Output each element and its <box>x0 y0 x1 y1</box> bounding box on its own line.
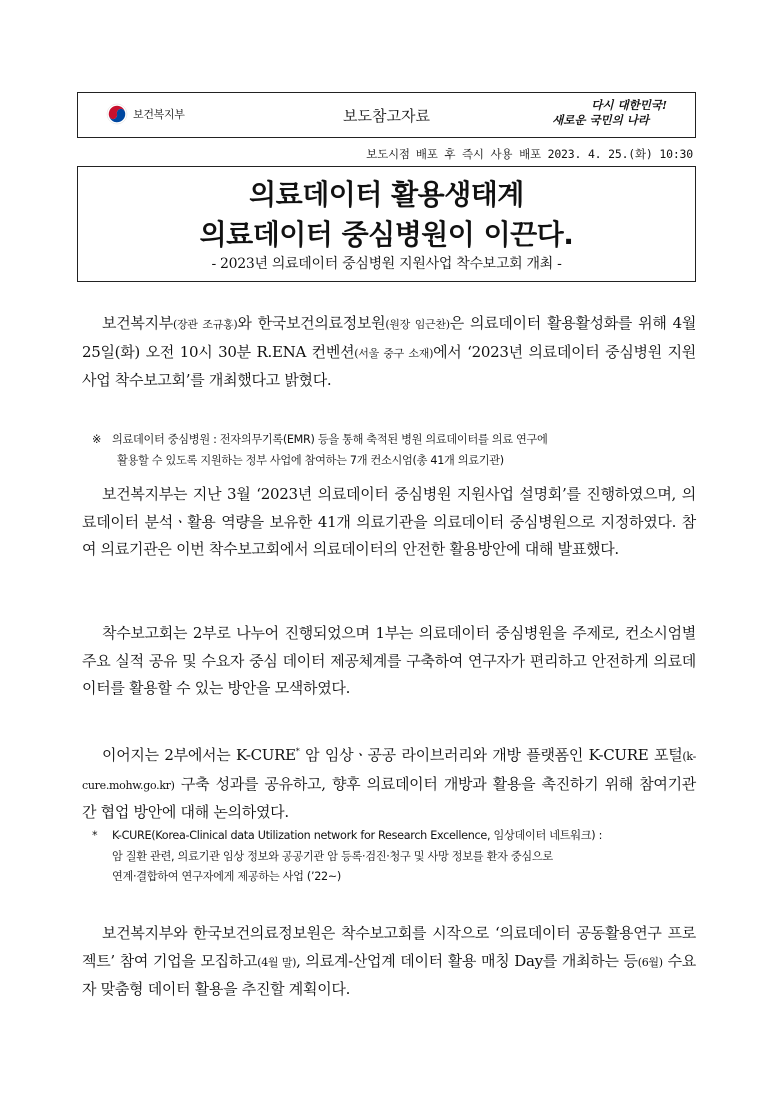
header-box <box>77 92 696 138</box>
p1-text-d: 에서 ‘2023년 의료데이터 중심병원 지원사업 착수보고회’를 개최했다고 밝혔다. <box>82 342 696 389</box>
footnote-1 <box>92 430 696 471</box>
slogan-line-1: 다시 대한민국! <box>591 98 667 112</box>
p5-text-a: 보건복지부와 한국보건의료정보원은 착수보고회를 시작으로 ‘의료데이터 공동활용연구 프로젝트’ 참여 기업을 모집하고 <box>82 924 696 970</box>
p4-text-b: 암 임상ㆍ공공 라이브러리와 개방 플랫폼인 K-CURE 포털 <box>299 746 683 764</box>
headline-line-2: 의료데이터 중심병원이 이끈다. <box>199 218 574 251</box>
p1-text-a: 보건복지부 <box>102 314 173 332</box>
p1-text-c-small: (서울 중구 소재) <box>354 346 434 360</box>
note2-line-2: 암 질환 관련, 의료기관 임상 정보와 공공기관 암 등록·검진·청구 및 사망 정보를 환자 중심으로 <box>112 849 553 863</box>
p4-text-b-small: (k-cure.mohw.go.kr) <box>82 750 696 792</box>
slogan-line-2: 새로운 국민의 나라 <box>552 113 649 127</box>
paragraph-1 <box>82 310 696 395</box>
paragraph-3 <box>82 620 696 703</box>
release-label: 보도시점 <box>366 147 410 161</box>
note1-line-2: 활용할 수 있도록 지원하는 정부 사업에 참여하는 7개 컨소시엄(총 41개 의료기관) <box>117 453 504 467</box>
paragraph-4 <box>82 738 696 827</box>
note-mark: ※ <box>92 433 102 446</box>
note2-line-1: K-CURE(Korea-Clinical data Utilization network for Research Excellence, 임상데이터 네트워크) : <box>112 829 603 842</box>
headline-box <box>77 166 696 282</box>
footnote-2 <box>92 826 696 888</box>
p5-text-a-small: (4월 말) <box>257 955 297 969</box>
p5-text-b: , 의료계-산업계 데이터 활용 매칭 Day를 개최하는 등 <box>296 951 638 970</box>
p5-text-c: 수요자 맞춤형 데이터 활용을 추진할 계획이다. <box>82 951 696 998</box>
headline-line-1: 의료데이터 활용생태계 <box>249 178 524 211</box>
paragraph-5 <box>82 920 696 1004</box>
p1-text-a-small: (장관 조규홍) <box>172 318 238 331</box>
p1-text-b-small: (원장 임근찬) <box>385 318 450 331</box>
p4-sup: * <box>295 747 300 756</box>
note-mark: * <box>92 829 98 842</box>
p2-text: 보건복지부는 지난 3월 ‘2023년 의료데이터 중심병원 지원사업 설명회’를 진행하였으며, 의료데이터 분석ㆍ활용 역량을 보유한 41개 의료기관을 의료데이터 중심병원으로 지정하였다. 참여 의료기관은 이번 착수보고회에서 의료데이터의 안전한 활용방안에 대해 발표했다. <box>82 485 696 558</box>
release-value: 배포 후 즉시 사용 배포 2023. 4. 25.(화) 10:30 <box>415 147 693 161</box>
p4-text-c: 구축 성과를 공유하고, 향후 의료데이터 개방과 활용을 촉진하기 위해 참여기관 간 협업 방안에 대해 논의하였다. <box>82 774 696 821</box>
note2-line-3: 연계·결합하여 연구자에게 제공하는 사업 (’22~) <box>112 870 341 883</box>
p1-text-b: 와 한국보건의료정보원 <box>237 314 386 332</box>
paragraph-2 <box>82 481 696 564</box>
headline-subtitle: - 2023년 의료데이터 중심병원 지원사업 착수보고회 개최 - <box>211 256 562 272</box>
p5-text-b-small: (6월) <box>637 955 663 969</box>
release-time <box>366 146 693 162</box>
p1-text-c: 은 의료데이터 활용활성화를 위해 4월 25일(화) 오전 10시 30분 R.ENA 컨벤션 <box>82 314 697 361</box>
p4-text-a: 이어지는 2부에서는 K-CURE <box>102 746 296 764</box>
slogan <box>552 98 667 128</box>
logo-text: 보건복지부 <box>133 108 185 121</box>
note1-line-1: 의료데이터 중심병원 : 전자의무기록(EMR) 등을 통해 축적된 병원 의료데이터를 의료 연구에 <box>112 433 548 446</box>
p3-text: 착수보고회는 2부로 나누어 진행되었으며 1부는 의료데이터 중심병원을 주제로, 컨소시엄별 주요 실적 공유 및 수요자 중심 데이터 제공체계를 구축하여 연구자가 편리하고 안전하게 의료데이터를 활용할 수 있는 방안을 모색하였다. <box>82 624 696 697</box>
document-type-title: 보도참고자료 <box>343 107 430 125</box>
